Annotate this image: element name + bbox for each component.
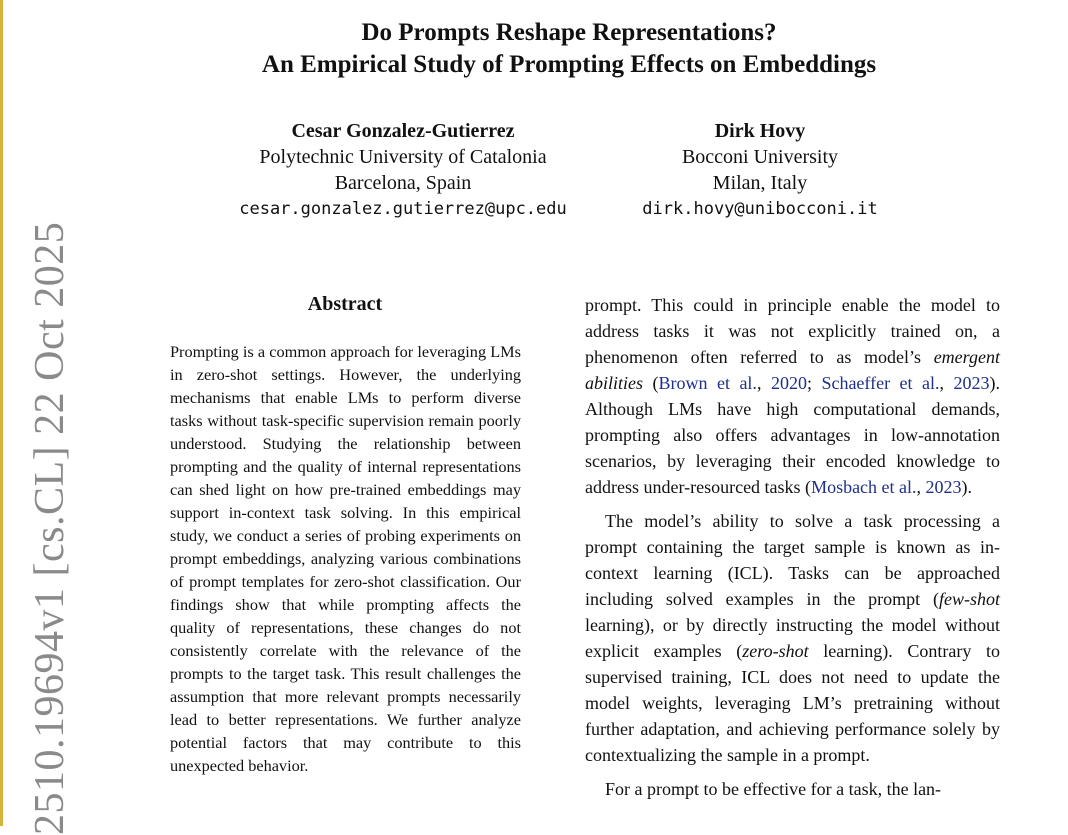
citation-link[interactable]: Brown et al. — [658, 373, 757, 393]
text-span: , — [756, 373, 771, 393]
text-span: ). Although LMs have high computational demands, prompting also offers advantages in low-annotation scenarios, by leveraging their encoded knowledge to address under-resourced tasks ( — [585, 373, 1001, 497]
author-affiliation: Bocconi University — [681, 146, 839, 168]
text-span: , — [916, 477, 926, 497]
text-span: The model’s ability to solve a task processing a prompt containing the target sample is known as in-context learning (ICL). Tasks can be approached including solved examples in the prompt ( — [585, 511, 1000, 609]
citation-link[interactable]: Mosbach et al. — [811, 477, 917, 497]
emphasis-text: emergent abilities — [585, 347, 1000, 393]
body-paragraph — [585, 508, 1000, 768]
body-paragraph — [585, 292, 1000, 500]
citation-link[interactable]: Schaeffer et al. — [821, 373, 940, 393]
author-affiliation: Polytechnic University of Catalonia — [259, 146, 547, 168]
arxiv-identifier-stamp: 2510.19694v1 [cs.CL] 22 Oct 2025 — [27, 221, 73, 835]
text-span: prompt. This could in principle enable the model to address tasks it was not explicitly trained on, a phenomenon often referred to as model’s — [585, 295, 1000, 367]
paper-title-line-1: Do Prompts Reshape Representations? — [361, 19, 777, 46]
author-email: dirk.hovy@unibocconi.it — [642, 199, 878, 219]
emphasis-text: few-shot — [939, 589, 1000, 609]
citation-link[interactable]: 2023 — [953, 373, 990, 393]
text-span: ; — [806, 373, 822, 393]
text-span: ). — [961, 477, 973, 497]
author-name: Cesar Gonzalez-Gutierrez — [291, 120, 515, 142]
author-block-2 — [580, 118, 940, 222]
text-span: learning), or by directly instructing the model without explicit examples ( — [585, 615, 1000, 661]
page-edge-bar — [0, 0, 3, 826]
abstract-text: Prompting is a common approach for leveraging LMs in zero-shot settings. However, the underlying mechanisms that enable LMs to perform diverse tasks without task-specific supervision remain poorly understood. Studying the relationship between prompting and the quality of internal representations can shed light on how pre-trained embeddings may support in-context task solving. In this empirical study, we conduct a series of probing experiments on prompt embeddings, analyzing various combinations of prompt templates for zero-shot classification. Our findings show that while prompting affects the quality of representations, these changes do not consistently correlate with the relevance of the prompts to the target task. This result challenges the assumption that more relevant prompts necessarily lead to better representations. We further analyze potential factors that may contribute to this unexpected behavior. — [170, 342, 521, 775]
author-email: cesar.gonzalez.gutierrez@upc.edu — [239, 199, 567, 219]
abstract-heading: Abstract — [307, 293, 383, 315]
author-block-1 — [178, 118, 628, 222]
text-span: learning). Contrary to supervised training, ICL does not need to update the model weights, leveraging LM’s pretraining without further adaptation, and achieving performance solely by contextualizing the sample in a prompt. — [585, 641, 1000, 765]
text-span: ( — [643, 373, 659, 393]
citation-link[interactable]: 2020 — [770, 373, 807, 393]
author-name: Dirk Hovy — [714, 120, 806, 142]
author-location: Milan, Italy — [712, 172, 808, 194]
text-span: , — [939, 373, 954, 393]
author-location: Barcelona, Spain — [334, 172, 472, 194]
body-paragraph: For a prompt to be effective for a task, the lan- — [605, 779, 942, 799]
citation-link[interactable]: 2023 — [925, 477, 962, 497]
paper-title-line-2: An Empirical Study of Prompting Effects on Embeddings — [261, 51, 877, 78]
emphasis-text: zero-shot — [742, 641, 809, 661]
body-text-column — [585, 292, 1000, 802]
